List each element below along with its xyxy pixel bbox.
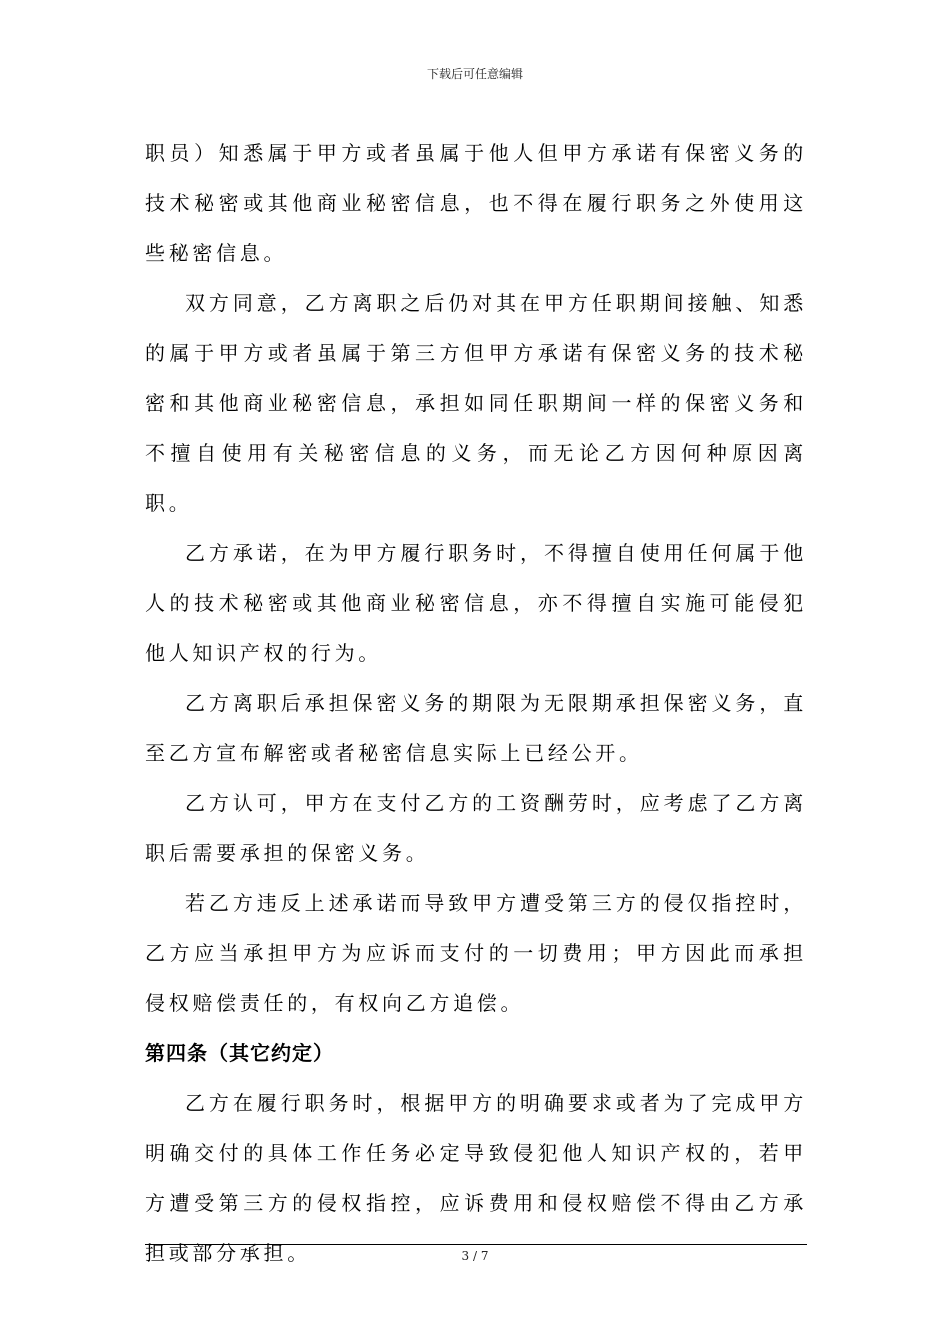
paragraph-continuation: 职员）知悉属于甲方或者虽属于他人但甲方承诺有保密义务的技术秘密或其他商业秘密信息，也不得在履行职务之外使用这些秘密信息。 [145, 141, 807, 265]
paragraph-confidentiality-term: 乙方离职后承担保密义务的期限为无限期承担保密义务，直至乙方宣布解密或者秘密信息实际上已经公开。 [145, 691, 807, 765]
page-number: 3 / 7 [461, 1249, 489, 1263]
paragraph-other-agreements: 乙方在履行职务时，根据甲方的明确要求或者为了完成甲方明确交付的具体工作任务必定导致侵犯他人知识产权的，若甲方遭受第三方的侵权指控，应诉费用和侵权赔偿不得由乙方承担或部分承担。 [145, 1091, 807, 1265]
section-heading-article-4: 第四条（其它约定） [145, 1041, 334, 1065]
paragraph-salary-acknowledgement: 乙方认可，甲方在支付乙方的工资酬劳时，应考虑了乙方离职后需要承担的保密义务。 [145, 791, 807, 865]
paragraph-post-resignation-duty: 双方同意，乙方离职之后仍对其在甲方任职期间接触、知悉的属于甲方或者虽属于第三方但甲方承诺有保密义务的技术秘密和其他商业秘密信息，承担如同任职期间一样的保密义务和不擅自使用有关秘密信息的义务，而无论乙方因何种原因离职。 [145, 291, 807, 515]
document-body [145, 128, 807, 1278]
paragraph-no-third-party-secrets: 乙方承诺，在为甲方履行职务时，不得擅自使用任何属于他人的技术秘密或其他商业秘密信息，亦不得擅自实施可能侵犯他人知识产权的行为。 [145, 541, 807, 665]
paragraph-indemnity: 若乙方违反上述承诺而导致甲方遭受第三方的侵仅指控时，乙方应当承担甲方为应诉而支付的一切费用；甲方因此而承担侵权赔偿责任的，有权向乙方追偿。 [145, 891, 807, 1015]
page-header: 下载后可任意编辑 [426, 67, 523, 81]
footer-divider [145, 1244, 807, 1245]
